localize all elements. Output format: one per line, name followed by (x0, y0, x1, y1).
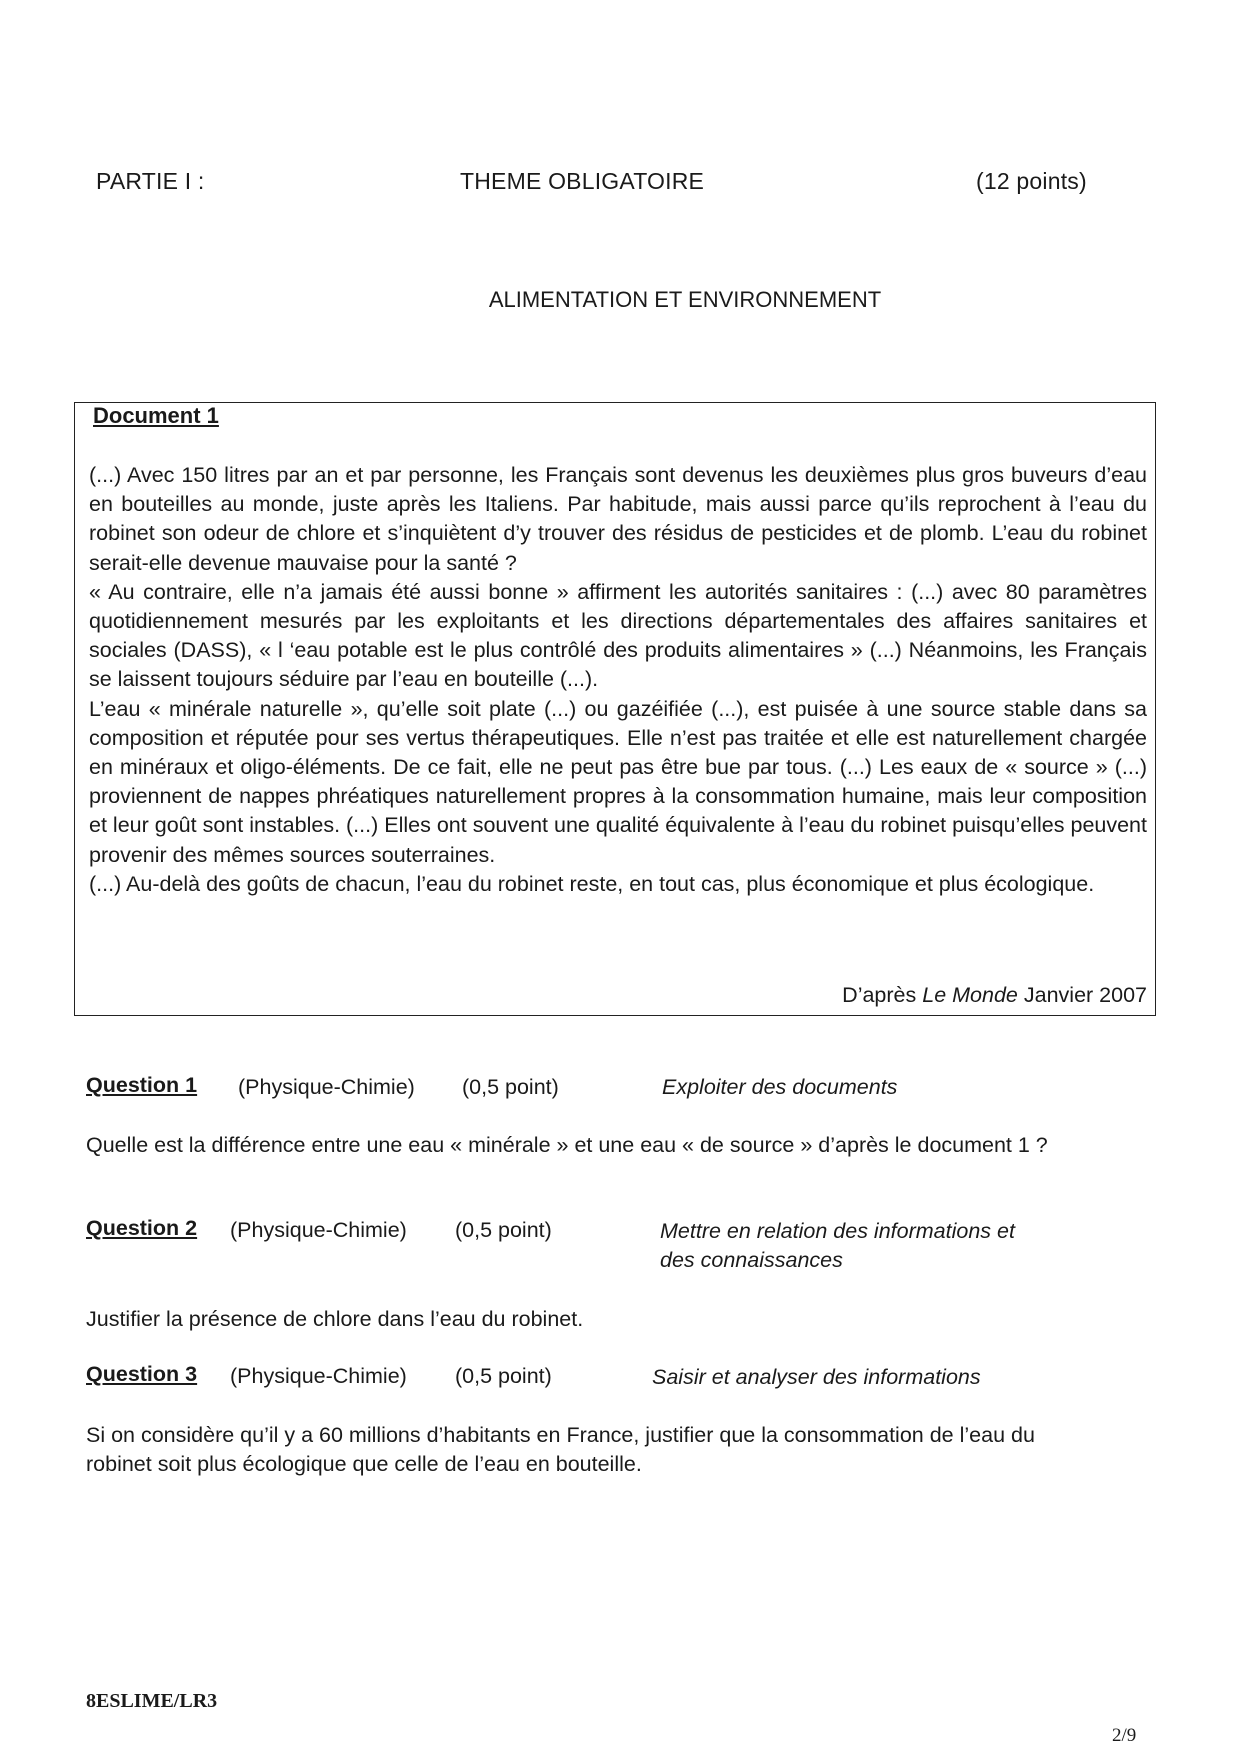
question-2-skill-line2: des connaissances (660, 1248, 843, 1272)
subject-title (0, 287, 1240, 313)
question-2-label: Question 2 (86, 1216, 198, 1240)
question-3-points: (0,5 point) (455, 1364, 552, 1388)
document-title: Document 1 (93, 403, 219, 428)
question-2-text: Justifier la présence de chlore dans l’eau du robinet. (86, 1307, 584, 1331)
document-paragraph: « Au contraire, elle n’a jamais été aussi bonne » affirment les autorités sanitaires : (...) avec 80 paramètres quotidiennement mesurés par les exploitants et les directions départementales des affaires sanitaires et sociales (DASS), « l ‘eau potable est le plus contrôlé des produits alimentaires » (...) Néanmoins, les Français se laissent toujours séduire par l’eau en bouteille (...). (89, 579, 1147, 692)
question-1-points: (0,5 point) (462, 1075, 559, 1099)
document-text (89, 461, 1147, 899)
question-1-text: Quelle est la différence entre une eau « minérale » et une eau « de source » d’après le document 1 ? (86, 1133, 1048, 1157)
source-name: Le Monde (922, 983, 1018, 1007)
document-paragraph: (...) Au-delà des goûts de chacun, l’eau du robinet reste, en tout cas, plus économique et plus écologique. (89, 871, 1095, 896)
page-number: 2/9 (1112, 1725, 1137, 1746)
theme-label: THEME OBLIGATOIRE (460, 168, 705, 194)
subject-title-text: ALIMENTATION ET ENVIRONNEMENT (488, 287, 882, 312)
question-2-discipline: (Physique-Chimie) (230, 1218, 407, 1242)
question-3-text: Si on considère qu’il y a 60 millions d’habitants en France, justifier que la consommation de l’eau du robinet soit plus écologique que celle de l’eau en bouteille. (86, 1423, 1035, 1476)
source-date: Janvier 2007 (1023, 983, 1147, 1007)
question-1-skill: Exploiter des documents (662, 1075, 898, 1099)
question-1-label: Question 1 (86, 1073, 198, 1097)
question-3-discipline: (Physique-Chimie) (230, 1364, 407, 1388)
part-label: PARTIE I : (96, 168, 205, 194)
source-prefix: D’après (842, 983, 917, 1007)
question-3-skill: Saisir et analyser des informations (652, 1365, 981, 1389)
document-paragraph: (...) Avec 150 litres par an et par personne, les Français sont devenus les deuxièmes plus gros buveurs d’eau en bouteilles au monde, juste après les Italiens. Par habitude, mais aussi parce qu’ils reprochent à l’eau du robinet son odeur de chlore et s’inquiètent d’y trouver des résidus de pesticides et de plomb. L’eau du robinet serait-elle devenue mauvaise pour la santé ? (89, 463, 1147, 575)
question-1-discipline: (Physique-Chimie) (238, 1075, 415, 1099)
points-label: (12 points) (976, 168, 1087, 194)
question-2-points: (0,5 point) (455, 1218, 552, 1242)
document-source (700, 983, 1147, 1008)
footer-code: 8ESLIME/LR3 (86, 1690, 218, 1712)
question-3-label: Question 3 (86, 1362, 198, 1386)
document-paragraph: L’eau « minérale naturelle », qu’elle soit plate (...) ou gazéifiée (...), est puisée à une source stable dans sa composition et réputée pour ses vertus thérapeutiques. Elle n’est pas traitée et elle est naturellement chargée en minéraux et oligo-éléments. De ce fait, elle ne peut pas être bue par tous. (...) Les eaux de « source » (...) proviennent de nappes phréatiques naturellement propres à la consommation humaine, mais leur composition et leur goût sont instables. (...) Elles ont souvent une qualité équivalente à l’eau du robinet puisqu’elles peuvent provenir des mêmes sources souterraines. (89, 696, 1147, 867)
question-2-skill-line1: Mettre en relation des informations et (660, 1219, 1015, 1243)
